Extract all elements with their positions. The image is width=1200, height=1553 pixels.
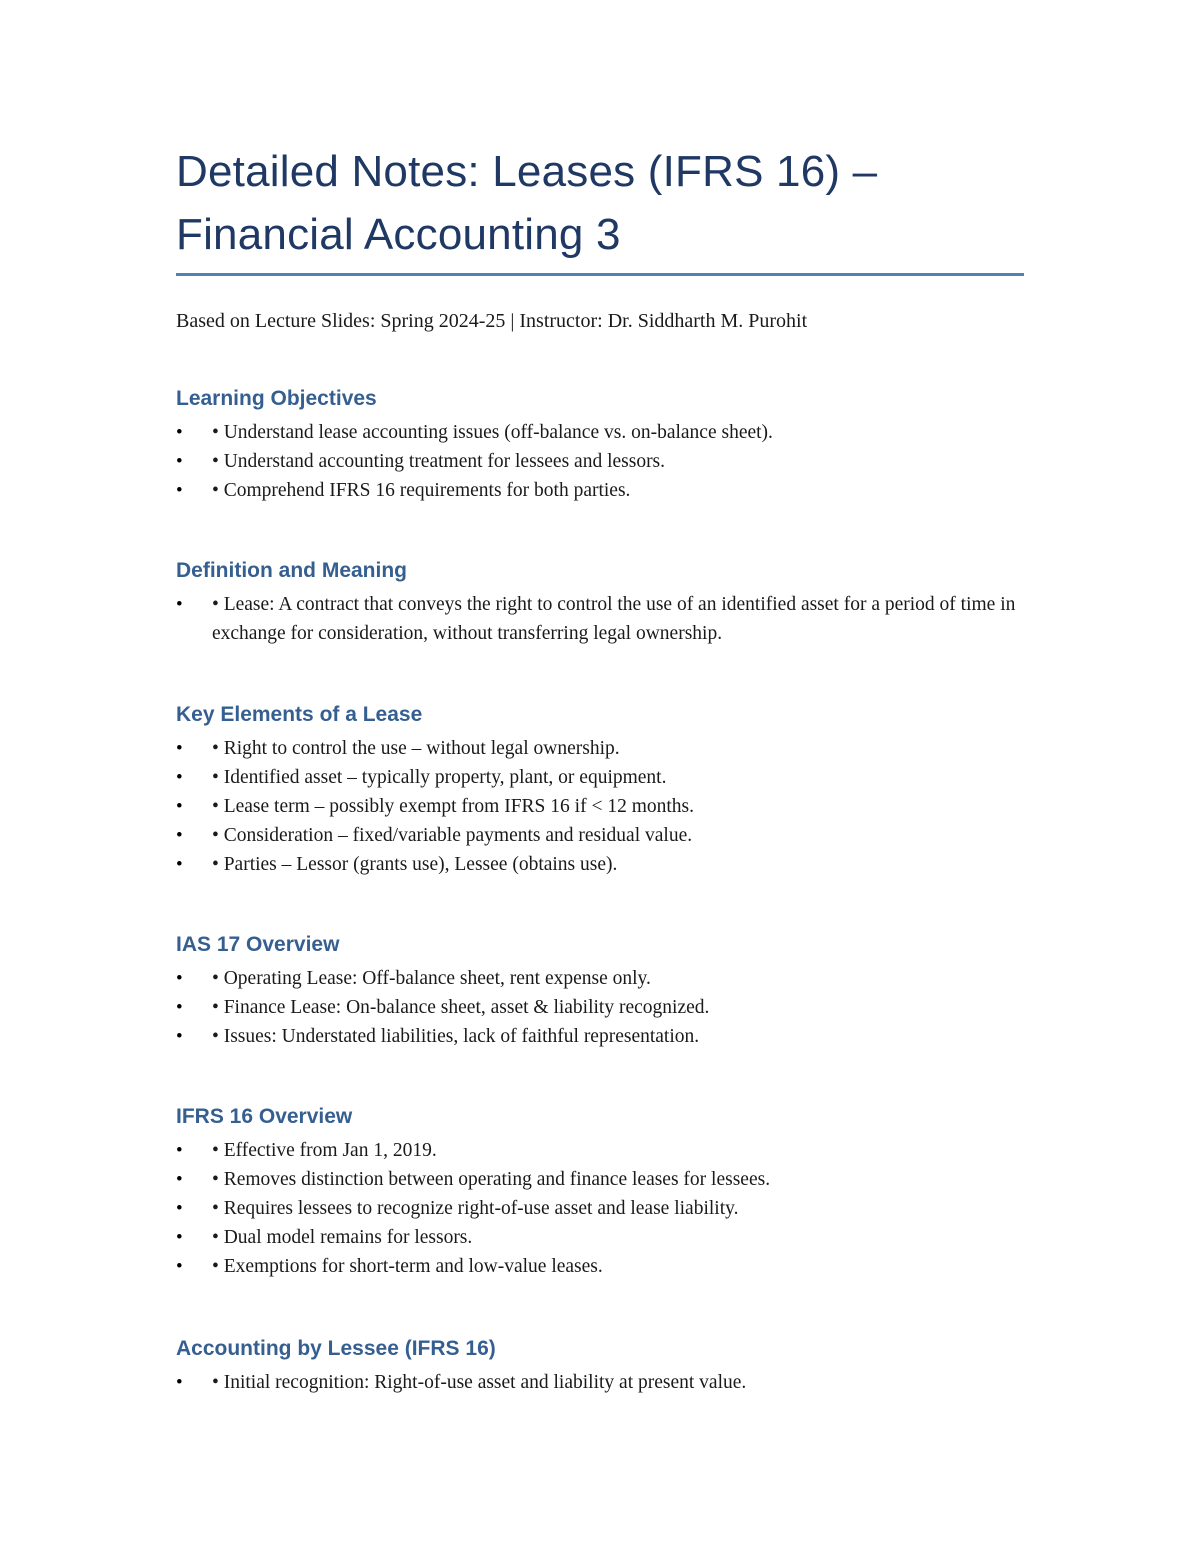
list-item: • • Consideration – fixed/variable payments and residual value. bbox=[176, 821, 1026, 850]
bullet-list bbox=[176, 590, 1026, 648]
list-item: • • Operating Lease: Off-balance sheet, rent expense only. bbox=[176, 964, 1026, 993]
bullet-icon: • bbox=[176, 968, 183, 989]
list-item: • • Removes distinction between operating and finance leases for lessees. bbox=[176, 1165, 1026, 1194]
bullet-icon: • bbox=[176, 451, 183, 472]
bullet-icon: • bbox=[176, 1256, 183, 1277]
lecture-info-subtitle: Based on Lecture Slides: Spring 2024-25 | Instructor: Dr. Siddharth M. Purohit bbox=[176, 310, 808, 332]
section-learning-objectives bbox=[176, 384, 1026, 505]
list-item: • • Comprehend IFRS 16 requirements for both parties. bbox=[176, 476, 1026, 505]
list-item: • • Lease term – possibly exempt from IFRS 16 if < 12 months. bbox=[176, 792, 1026, 821]
list-item: • • Issues: Understated liabilities, lack of faithful representation. bbox=[176, 1022, 1026, 1051]
list-item: • • Identified asset – typically property, plant, or equipment. bbox=[176, 763, 1026, 792]
bullet-icon: • bbox=[176, 1140, 183, 1161]
list-item: • • Understand lease accounting issues (off-balance vs. on-balance sheet). bbox=[176, 418, 1026, 447]
bullet-list bbox=[176, 734, 1026, 879]
list-item: • • Exemptions for short-term and low-value leases. bbox=[176, 1252, 1026, 1281]
section-heading: Definition and Meaning bbox=[176, 559, 407, 582]
section-heading: IFRS 16 Overview bbox=[176, 1105, 353, 1128]
bullet-icon: • bbox=[176, 1372, 183, 1393]
bullet-icon: • bbox=[176, 825, 183, 846]
title-underline-divider bbox=[176, 273, 1024, 276]
section-heading: Key Elements of a Lease bbox=[176, 703, 423, 726]
list-item: • • Lease: A contract that conveys the right to control the use of an identified asset for a period of time in exchange for consideration, without transferring legal ownership. bbox=[176, 590, 1026, 648]
bullet-icon: • bbox=[176, 796, 183, 817]
list-item: • • Requires lessees to recognize right-of-use asset and lease liability. bbox=[176, 1194, 1026, 1223]
list-item: • • Initial recognition: Right-of-use asset and liability at present value. bbox=[176, 1368, 1026, 1397]
bullet-list bbox=[176, 1368, 1026, 1397]
section-heading: Learning Objectives bbox=[176, 387, 377, 410]
list-item: • • Effective from Jan 1, 2019. bbox=[176, 1136, 1026, 1165]
list-item: • • Dual model remains for lessors. bbox=[176, 1223, 1026, 1252]
bullet-list bbox=[176, 964, 1026, 1051]
bullet-icon: • bbox=[176, 422, 183, 443]
page-title bbox=[176, 140, 1026, 266]
bullet-icon: • bbox=[176, 480, 183, 501]
bullet-icon: • bbox=[176, 594, 183, 615]
section-ifrs16-overview bbox=[176, 1102, 1026, 1281]
bullet-icon: • bbox=[176, 997, 183, 1018]
bullet-list bbox=[176, 1136, 1026, 1281]
bullet-icon: • bbox=[176, 1198, 183, 1219]
list-item: • • Right to control the use – without legal ownership. bbox=[176, 734, 1026, 763]
list-item: • • Parties – Lessor (grants use), Lessee (obtains use). bbox=[176, 850, 1026, 879]
section-accounting-by-lessee bbox=[176, 1334, 1026, 1397]
section-key-elements bbox=[176, 700, 1026, 879]
bullet-list bbox=[176, 418, 1026, 505]
bullet-icon: • bbox=[176, 1026, 183, 1047]
section-heading: IAS 17 Overview bbox=[176, 933, 340, 956]
page-title-line-2: Financial Accounting 3 bbox=[176, 210, 621, 259]
bullet-icon: • bbox=[176, 767, 183, 788]
bullet-icon: • bbox=[176, 1169, 183, 1190]
section-ias17-overview bbox=[176, 930, 1026, 1051]
bullet-icon: • bbox=[176, 738, 183, 759]
page-title-line-1: Detailed Notes: Leases (IFRS 16) – bbox=[176, 147, 878, 196]
list-item: • • Finance Lease: On-balance sheet, asset & liability recognized. bbox=[176, 993, 1026, 1022]
section-heading: Accounting by Lessee (IFRS 16) bbox=[176, 1337, 496, 1360]
bullet-icon: • bbox=[176, 854, 183, 875]
section-definition-and-meaning bbox=[176, 556, 1026, 648]
list-item: • • Understand accounting treatment for lessees and lessors. bbox=[176, 447, 1026, 476]
bullet-icon: • bbox=[176, 1227, 183, 1248]
